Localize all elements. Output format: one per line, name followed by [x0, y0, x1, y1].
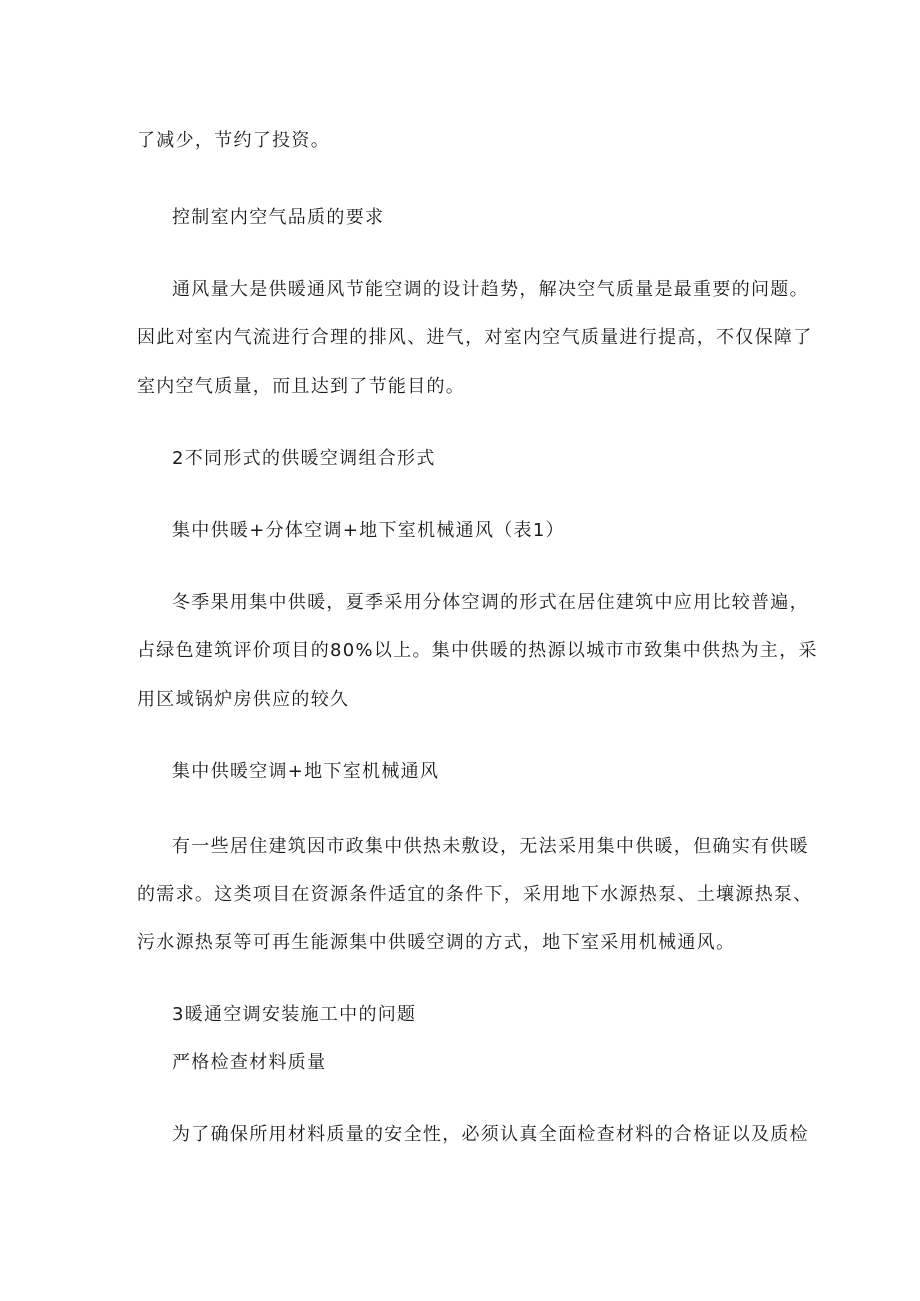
subsection-1-title: 集中供暖+分体空调+地下室机械通风（表1）	[172, 520, 565, 541]
section-3-title: 3暖通空调安装施工中的问题	[172, 1004, 417, 1025]
subsection-3-title: 严格检查材料质量	[172, 1052, 327, 1073]
paragraph-ventilation-line-1: 通风量大是供暖通风节能空调的设计趋势，解决空气质量是最重要的问题。	[172, 279, 809, 300]
section-2-title: 2不同形式的供暖空调组合形式	[172, 448, 436, 469]
paragraph-sub2-line-1: 有一些居住建筑因市政集中供热未敷设，无法采用集中供暖，但确实有供暖	[172, 836, 809, 857]
paragraph-sub1-line-1: 冬季果用集中供暖，夏季采用分体空调的形式在居住建筑中应用比较普遍，	[172, 592, 809, 613]
paragraph-ventilation-line-3: 室内空气质量，而且达到了节能目的。	[137, 376, 466, 397]
paragraph-sub2-line-3: 污水源热泵等可再生能源集中供暖空调的方式，地下室采用机械通风。	[137, 932, 736, 953]
heading-air-quality: 控制室内空气品质的要求	[172, 207, 385, 228]
paragraph-sub1-line-3: 用区域锅炉房供应的较久	[137, 689, 350, 710]
paragraph-sub1-line-2: 占绿色建筑评价项目的80%以上。集中供暖的热源以城市市致集中供热为主，采	[137, 640, 818, 661]
paragraph-sub2-line-2: 的需求。这类项目在资源条件适宜的条件下，采用地下水源热泵、土壤源热泵、	[137, 884, 813, 905]
subsection-2-title: 集中供暖空调+地下室机械通风	[172, 761, 440, 782]
paragraph-sub3-line-1: 为了确保所用材料质量的安全性，必须认真全面检查材料的合格证以及质检	[172, 1124, 809, 1145]
paragraph-ventilation-line-2: 因此对室内气流进行合理的排风、进气，对室内空气质量进行提高，不仅保障了	[137, 327, 813, 348]
continuation-text: 了减少，节约了投资。	[137, 130, 330, 151]
